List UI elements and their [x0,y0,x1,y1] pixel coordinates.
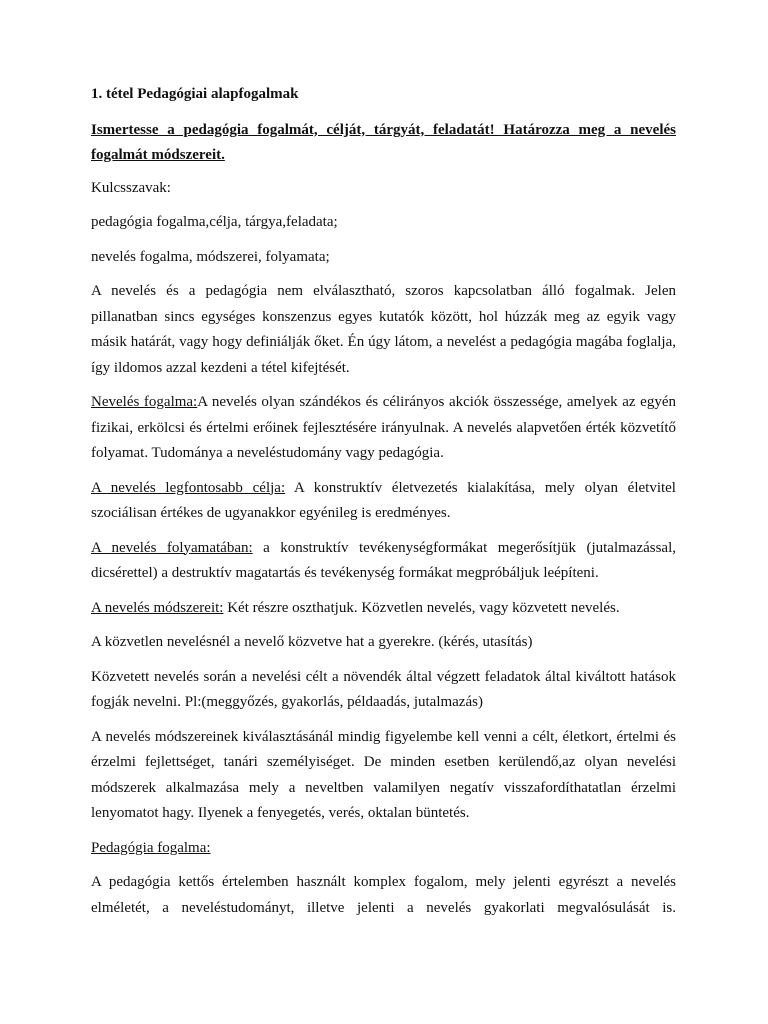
task-statement: Ismertesse a pedagógia fogalmát, célját, tárgyát, feladatát! Határozza meg a nevelés fogalmát módszereit. [91,121,676,163]
document-title: 1. tétel Pedagógiai alapfogalmak [91,86,299,102]
modszer-kivalasztas-paragraph: A nevelés módszereinek kiválasztásánál mindig figyelembe kell venni a célt, életkort, értelmi és érzelmi fejlettséget, tanári személyiséget. De minden esetben kerülendő,az olyan nevelési módszerek alkalmazása mely a neveltben valamilyen negatív visszafordíthatatlan érzelmi lenyomatot hagy. Ilyenek a fenyegetés, verés, oktalan büntetés. [91,728,676,821]
neveles-celja-text: A konstruktív életvezetés kialakítása, mely olyan életvitel szociálisan értékes de ugyanakkor egyénileg is eredményes. [91,479,676,521]
keywords-line-2: nevelés fogalma, módszerei, folyamata; [91,248,330,265]
intro-paragraph: A nevelés és a pedagógia nem elválasztható, szoros kapcsolatban álló fogalmak. Jelen pillanatban sincs egységes konszenzus egyes kutatók között, hol húzzák meg az egyik vagy másik határát, vagy hogy definiálják őket. Én úgy látom, a nevelést a pedagógia magába foglalja, így ildomos azzal kezdeni a tétel kifejtését. [91,283,676,376]
pedagogia-paragraph: A pedagógia kettős értelemben használt komplex fogalom, mely jelenti egyrészt a nevelés elméletét, a neveléstudományt, illetve jelenti a nevelés gyakorlati megvalósulását is. [91,874,676,916]
pedagogia-fogalma-label: Pedagógia fogalma: [91,839,211,856]
neveles-folyamat-paragraph [91,536,676,587]
keywords-label: Kulcsszavak: [91,179,171,196]
neveles-fogalma-text: A nevelés olyan szándékos és célirányos akciók összessége, amelyek az egyén fizikai, erkölcsi és értelmi erőinek fejlesztésére irányulnak. A nevelés alapvetően érték közvetítő folyamat. Tudománya a neveléstudomány vagy pedagógia. [91,394,677,461]
neveles-modszerei-paragraph [91,596,676,622]
keywords-line-1: pedagógia fogalma,célja, tárgya,feladata; [91,214,338,230]
document-body [91,82,676,921]
kozvetett-neveles-paragraph: Közvetett nevelés során a nevelési célt a növendék által végzett feladatok által kiváltott hatások fogják nevelni. Pl:(meggyőzés, gyakorlás, példaadás, jutalmazás) [91,668,676,710]
kozvetlen-neveles-paragraph: A közvetlen nevelésnél a nevelő közvetve hat a gyerekre. (kérés, utasítás) [91,634,533,650]
neveles-fogalma-paragraph [91,390,676,467]
neveles-celja-label: A nevelés legfontosabb célja: [91,479,286,496]
neveles-folyamat-label: A nevelés folyamatában: [91,539,253,556]
pedagogia-fogalma-heading [91,836,676,862]
neveles-folyamat-text: a konstruktív tevékenységformákat megerősítjük (jutalmazással, dicsérettel) a destruktív magatartás és tevékenység formákat megpróbáljuk leépíteni. [91,539,677,581]
neveles-fogalma-label: Nevelés fogalma: [91,394,198,410]
neveles-modszerei-label: A nevelés módszereit: [91,599,224,616]
neveles-modszerei-text: Két részre oszthatjuk. Közvetlen nevelés, vagy közvetett nevelés. [223,599,620,616]
neveles-celja-paragraph [91,476,676,527]
